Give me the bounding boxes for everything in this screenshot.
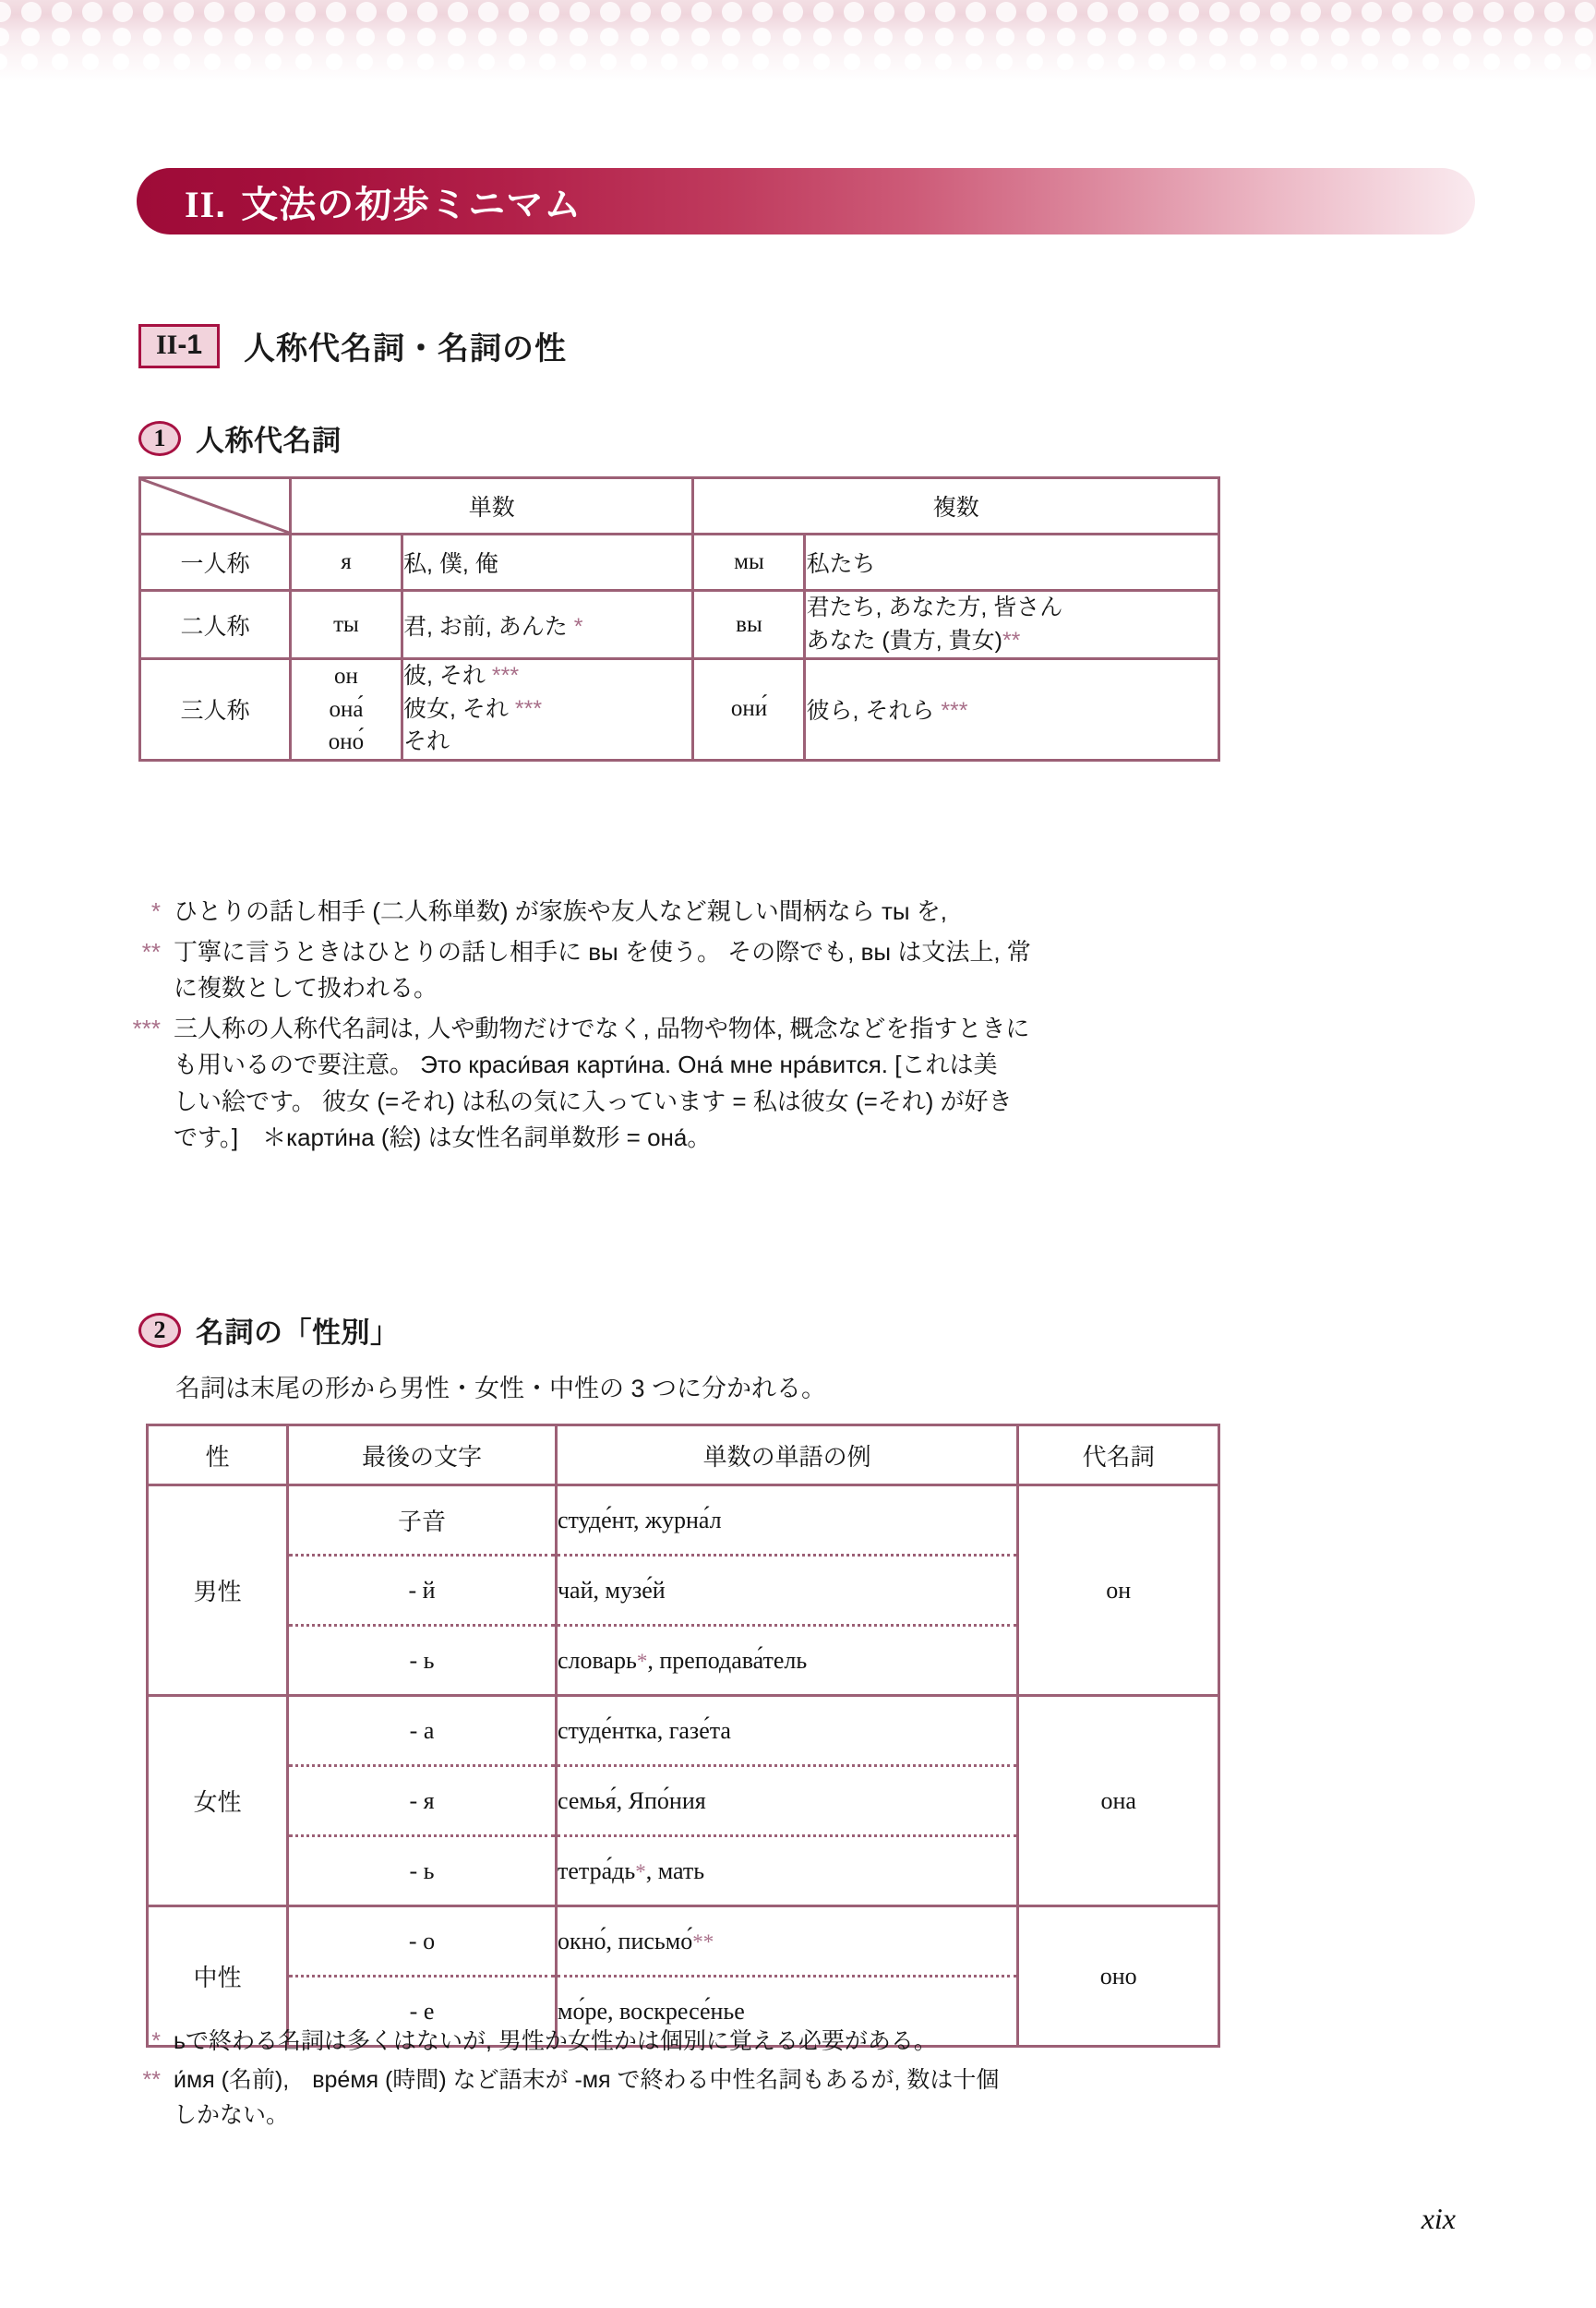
- header-examples: 単数の単語の例: [556, 1425, 1017, 1485]
- diagonal-slash-icon: [141, 479, 289, 533]
- section-heading: [138, 323, 567, 368]
- examples-neut-1: [556, 1906, 1017, 1977]
- gloss-text: 彼ら, それら: [806, 698, 935, 725]
- ending-neut-1: - о: [288, 1906, 557, 1977]
- header-pronoun: 代名詞: [1018, 1425, 1219, 1485]
- pronoun-plural-first: мы: [693, 535, 805, 591]
- example-text-rest: , мать: [645, 1857, 705, 1884]
- gloss-plural-third: [805, 659, 1219, 761]
- ending-fem-1: - а: [288, 1696, 557, 1766]
- chapter-banner-text: [137, 175, 582, 228]
- section-badge-roman: II: [156, 329, 178, 360]
- pronoun-neuter: оно: [1018, 1906, 1219, 2047]
- example-text: словарь: [557, 1646, 637, 1674]
- examples-neut-2: мо́ре, воскресе́нье: [556, 1977, 1017, 2047]
- item-2-label: 名詞の「性別」: [196, 1316, 400, 1349]
- section-badge: [138, 324, 220, 368]
- table-row: [148, 1485, 1219, 1556]
- person-label-third: 三人称: [140, 659, 291, 761]
- table-row: [140, 478, 1219, 535]
- pronoun-singular-third-group: [291, 659, 402, 761]
- example-text-rest: , преподава́тель: [647, 1646, 808, 1674]
- pronoun-plural-third: они́: [693, 659, 805, 761]
- chapter-number: II: [185, 183, 216, 225]
- item-2-intro-text: 名詞は末尾の形から男性・女性・中性の 3 つに分かれる。: [175, 1375, 827, 1402]
- ending-fem-3: - ь: [288, 1836, 557, 1906]
- gloss-plural-first: 私たち: [805, 535, 1219, 591]
- corner-cell: [140, 478, 291, 535]
- item-2-number-circle: 2: [138, 1313, 181, 1348]
- examples-fem-2: семья́, Япо́ния: [556, 1766, 1017, 1836]
- table-row: [148, 1425, 1219, 1485]
- note-line: です。] ＊карти́на (絵) は女性名詞単数形 = она́。: [174, 1124, 712, 1152]
- item-1-number-circle: 1: [138, 421, 181, 456]
- ending-fem-2: - я: [288, 1766, 557, 1836]
- examples-masc-2: чай, музе́й: [556, 1556, 1017, 1626]
- footnote-mark: *: [635, 1859, 646, 1883]
- note-line: しかない。: [174, 2102, 290, 2128]
- pronoun-ona: она́: [329, 696, 364, 722]
- notes-block-2: [65, 2024, 1542, 2133]
- gloss-text: 彼, それ: [403, 663, 486, 689]
- examples-masc-1: студе́нт, журна́л: [556, 1485, 1017, 1556]
- gloss-text: 君, お前, あんた: [403, 613, 568, 640]
- footnote-mark: *: [636, 1649, 648, 1673]
- table-row: [140, 591, 1219, 659]
- table-row: [140, 535, 1219, 591]
- chapter-title: 文法の初歩ミニマム: [241, 184, 582, 225]
- pronoun-ono: оно́: [328, 729, 365, 754]
- note-line: 丁寧に言うときはひとりの話し相手に вы を使う。 その際でも, вы は文法上, 常: [174, 937, 1031, 966]
- pronoun-singular-second: ты: [291, 591, 402, 659]
- gloss-singular-third-group: [402, 659, 693, 761]
- header-last-letter: 最後の文字: [288, 1425, 557, 1485]
- gender-neuter: 中性: [148, 1906, 288, 2047]
- note-mark: **: [142, 2067, 161, 2093]
- note-mark: ***: [132, 1014, 161, 1042]
- gloss-text: 彼女, それ: [403, 695, 509, 722]
- noun-gender-table: [146, 1424, 1220, 2048]
- section-badge-number: 1: [186, 329, 203, 360]
- gloss-on: [403, 660, 691, 693]
- decorative-top-band: [0, 0, 1596, 81]
- footnote-mark: *: [573, 613, 583, 640]
- section-title: 人称代名詞・名詞の性: [244, 331, 568, 367]
- examples-fem-3: [556, 1836, 1017, 1906]
- example-text: тетра́дь: [557, 1857, 636, 1884]
- gloss-line-1: 君たち, あなた方, 皆さん: [806, 595, 1063, 620]
- dot-row-1: [0, 2, 1596, 22]
- pronoun-masculine: он: [1018, 1485, 1219, 1696]
- gender-feminine: 女性: [148, 1696, 288, 1906]
- note-line: 三人称の人称代名詞は, 人や動物だけでなく, 品物や物体, 概念などを指すときに: [174, 1014, 1030, 1042]
- notes-block-1: [65, 894, 1505, 1157]
- note-double-star: [65, 934, 1505, 1007]
- note-single-star: [65, 894, 1505, 931]
- ending-masc-1: 子音: [288, 1485, 557, 1556]
- gloss-singular-first: 私, 僕, 俺: [402, 535, 693, 591]
- ending-neut-2: - е: [288, 1977, 557, 2047]
- personal-pronoun-table: [138, 476, 1220, 762]
- dot-row-2: [0, 28, 1596, 48]
- gloss-ona: [403, 693, 691, 727]
- note-line: ひとりの話し相手 (二人称単数) が家族や友人など親しい間柄なら ты を,: [174, 897, 948, 925]
- pronoun-on: он: [334, 664, 358, 689]
- note-mark: *: [151, 2028, 161, 2054]
- ending-masc-2: - й: [288, 1556, 557, 1626]
- table-row: [148, 1906, 1219, 1977]
- note-line: и́мя (名前), вре́мя (時間) など語末が -мя で終わる中性名詞もあるが, 数は十個: [174, 2067, 1000, 2093]
- note-line: に複数として扱われる。: [174, 974, 438, 1003]
- person-label-second: 二人称: [140, 591, 291, 659]
- table-row: [148, 1696, 1219, 1766]
- footnote-mark: ***: [491, 663, 520, 689]
- examples-masc-3: [556, 1626, 1017, 1696]
- header-singular: 単数: [291, 478, 693, 535]
- note-triple-star: [65, 1011, 1505, 1157]
- item-1-heading: [138, 417, 342, 459]
- examples-fem-1: студе́нтка, газе́та: [556, 1696, 1017, 1766]
- note-line: しい絵です。 彼女 (=それ) は私の気に入っています = 私は彼女 (=それ) が好き: [174, 1087, 1013, 1115]
- footnote-mark: ***: [514, 695, 543, 722]
- page-number: xix: [1421, 2202, 1456, 2235]
- section-badge-separator: -: [177, 329, 187, 360]
- gloss-text: あなた (貴方, 貴女): [806, 627, 1002, 654]
- table-row: [140, 659, 1219, 761]
- dot-row-3: [0, 54, 1596, 74]
- note-mark: **: [141, 937, 161, 966]
- gloss-plural-second: [805, 591, 1219, 659]
- note2-double-star: [65, 2062, 1542, 2133]
- note-mark: *: [150, 897, 161, 925]
- header-plural: 複数: [693, 478, 1219, 535]
- gloss-singular-second: [402, 591, 693, 659]
- chapter-banner: [137, 168, 1475, 234]
- note-line: も用いるので要注意。 Это краси́вая карти́на. Она́ мне нра́вится. [これは美: [174, 1051, 998, 1079]
- item-1-label: 人称代名詞: [196, 425, 342, 457]
- footnote-mark: **: [1002, 627, 1021, 654]
- note2-single-star: [65, 2024, 1542, 2059]
- item-2-heading: [138, 1309, 400, 1351]
- header-gender: 性: [148, 1425, 288, 1485]
- pronoun-feminine: она: [1018, 1696, 1219, 1906]
- pronoun-plural-second: вы: [693, 591, 805, 659]
- pronoun-singular-first: я: [291, 535, 402, 591]
- footnote-mark: ***: [941, 698, 968, 725]
- gender-masculine: 男性: [148, 1485, 288, 1696]
- example-text: окно́, письмо́: [557, 1927, 693, 1954]
- footnote-mark: **: [692, 1929, 714, 1953]
- chapter-number-dot: .: [215, 184, 227, 225]
- person-label-first: 一人称: [140, 535, 291, 591]
- ending-masc-3: - ь: [288, 1626, 557, 1696]
- note-line: ьで終わる名詞は多くはないが, 男性か女性かは個別に覚える必要がある。: [174, 2028, 937, 2054]
- gloss-line-2: [806, 625, 1218, 658]
- gloss-ono: それ: [403, 728, 450, 754]
